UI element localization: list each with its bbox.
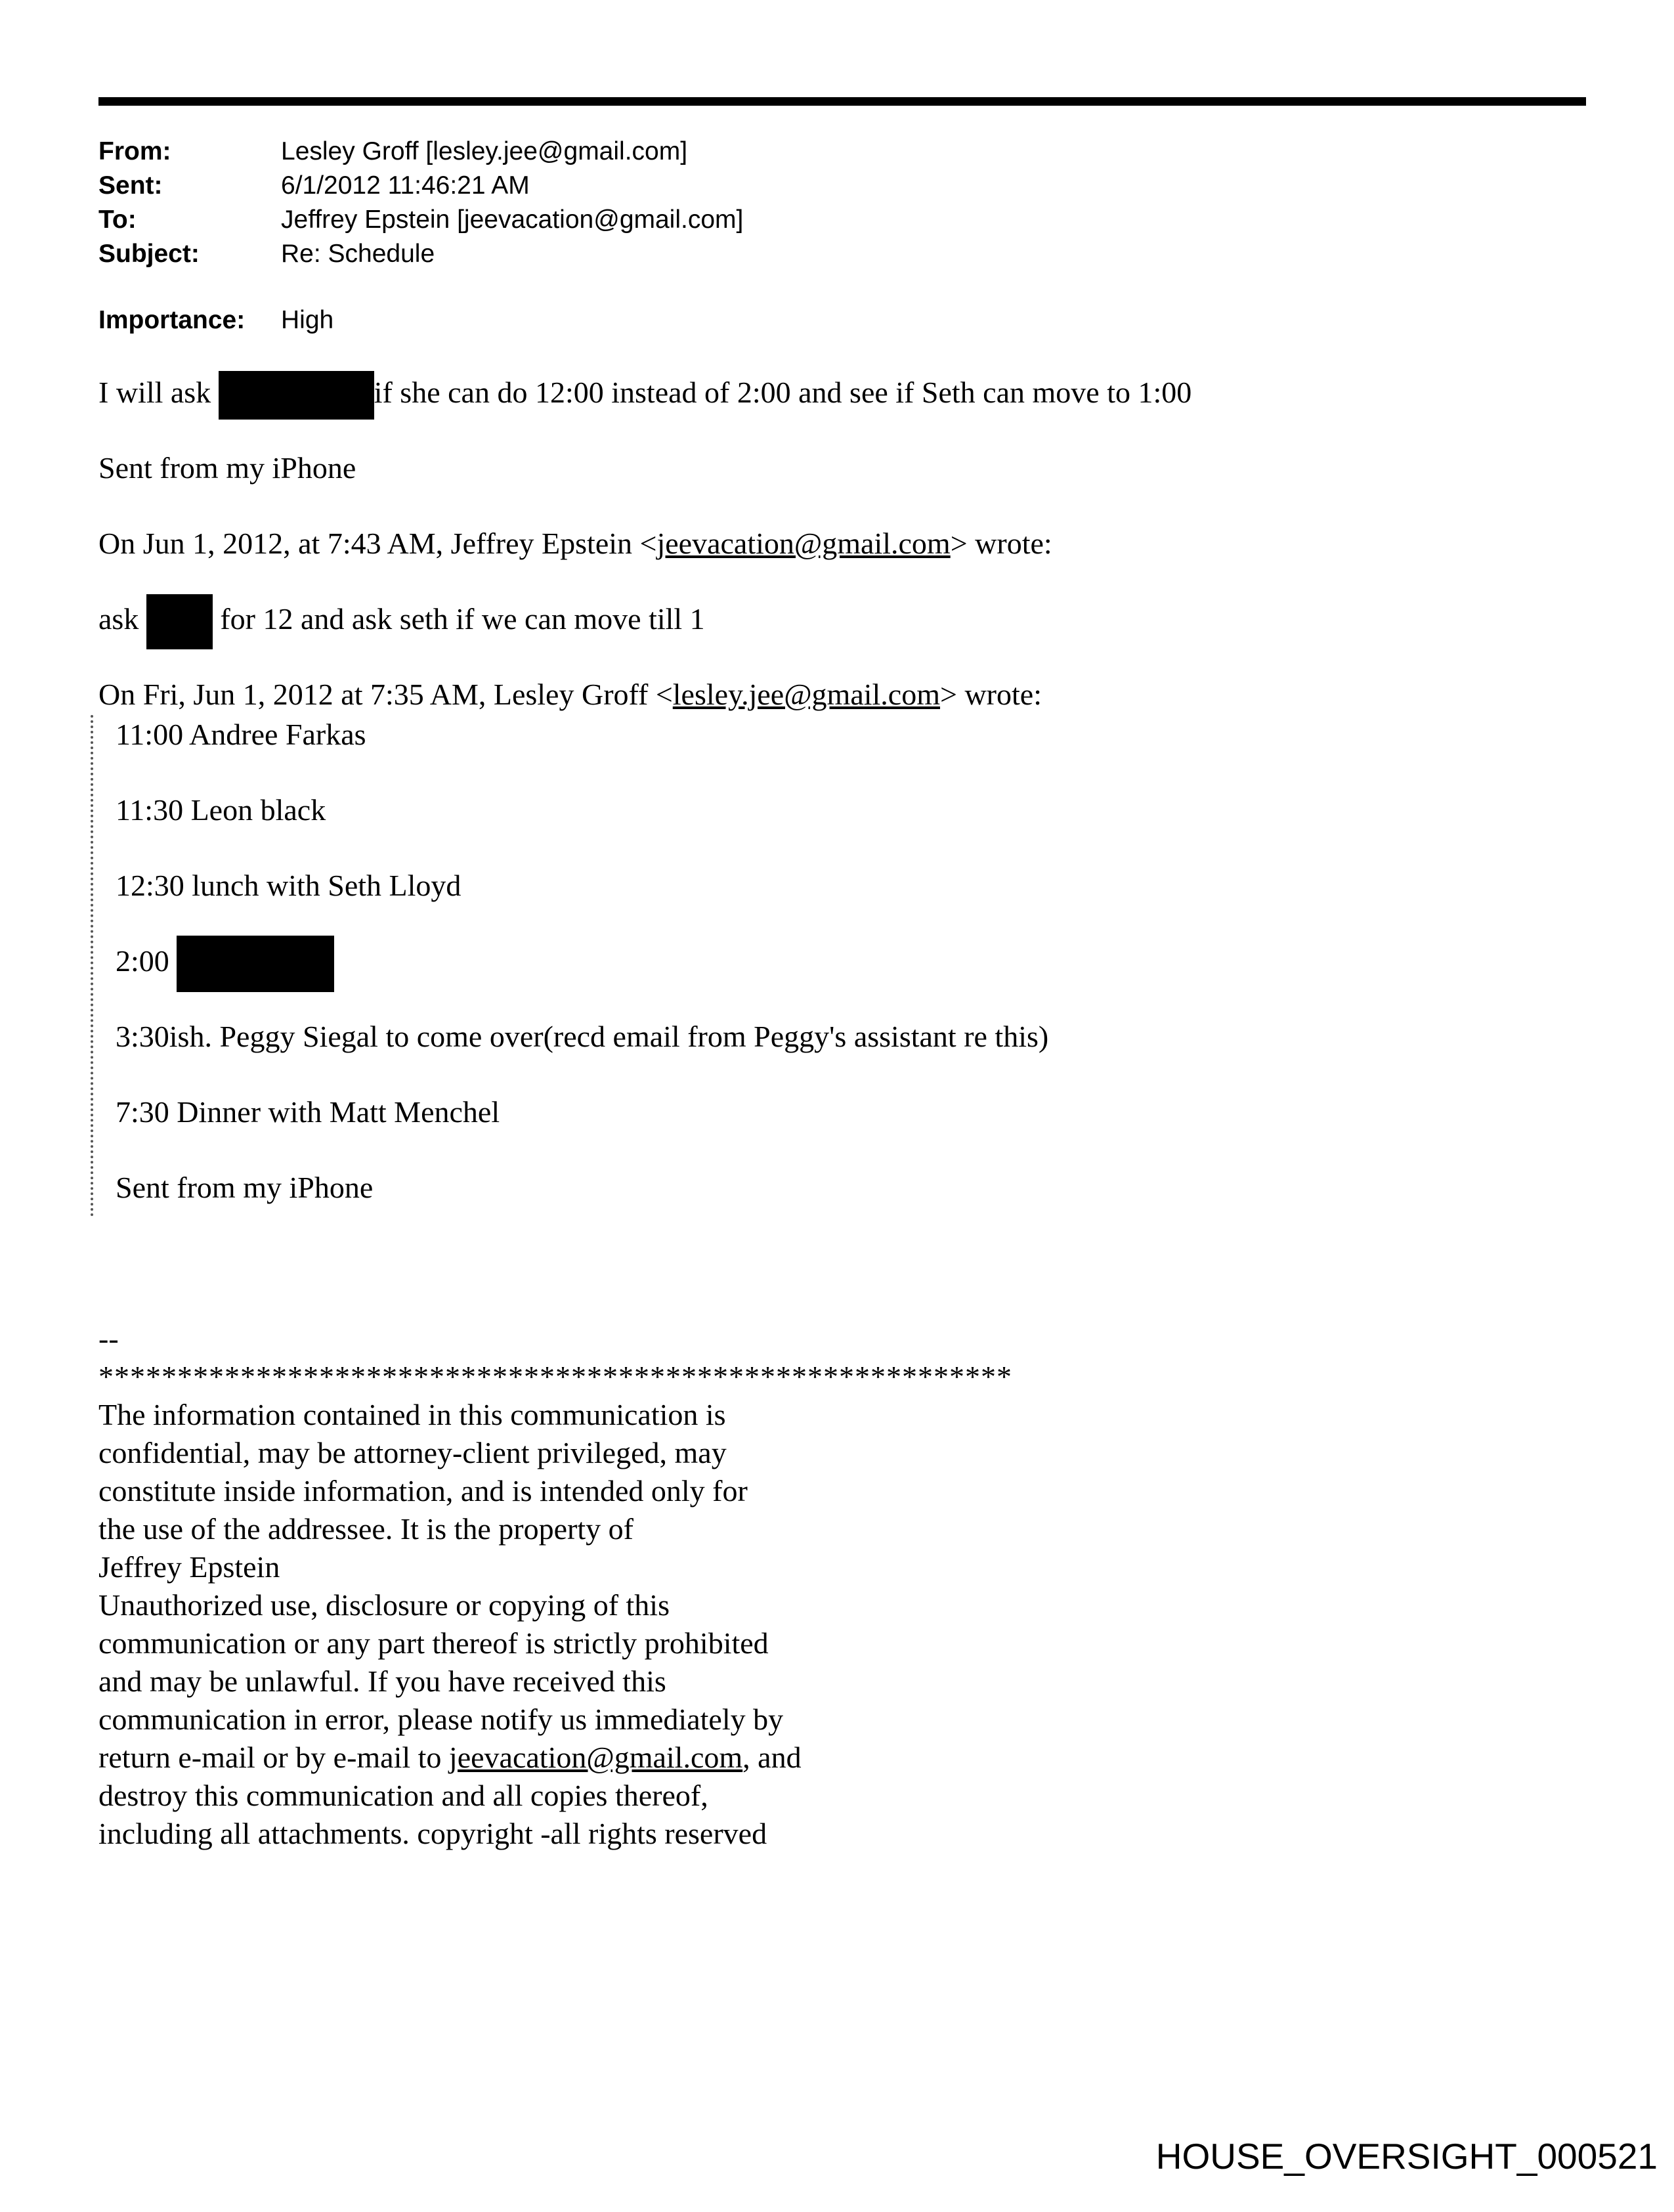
- separator-rule: [98, 97, 1586, 106]
- body-paragraphs: [98, 373, 1635, 714]
- text-run: On Jun 1, 2012, at 7:43 AM, Jeffrey Epstein <: [98, 527, 657, 560]
- header-row-importance: [98, 303, 743, 337]
- text-run: On Fri, Jun 1, 2012 at 7:35 AM, Lesley Groff <: [98, 678, 673, 711]
- quoted-block: [91, 715, 1635, 1217]
- text-run: if she can do 12:00 instead of 2:00 and see if Seth can move to 1:00: [374, 376, 1192, 409]
- footer-line: [98, 1815, 1012, 1853]
- text-run: > wrote:: [950, 527, 1052, 560]
- header-rows: [98, 135, 743, 271]
- text-run: The information contained in this communication is: [98, 1398, 726, 1431]
- email-link[interactable]: jeevacation@gmail.com: [656, 527, 951, 560]
- text-run: and may be unlawful. If you have received this: [98, 1664, 666, 1698]
- quoted-line: [116, 1093, 1635, 1132]
- footer-line: [98, 1777, 1012, 1815]
- quoted-line: [116, 1168, 1635, 1207]
- header-field-label: Importance:: [98, 306, 246, 334]
- header-field-value: Lesley Groff [lesley.jee@gmail.com]: [281, 137, 688, 165]
- text-run: confidential, may be attorney-client privileged, may: [98, 1436, 727, 1469]
- text-run: ask: [98, 602, 146, 636]
- paragraph: [98, 599, 1635, 639]
- text-run: --: [98, 1322, 119, 1355]
- header-field-label: Subject:: [98, 240, 200, 268]
- paragraph: [98, 675, 1635, 714]
- footer-line: [98, 1586, 1012, 1624]
- header-row: [98, 169, 743, 203]
- text-run: 11:00 Andree Farkas: [116, 718, 366, 751]
- quoted-line: [116, 866, 1635, 905]
- text-run: for 12 and ask seth if we can move till 1: [212, 602, 705, 636]
- quoted-line: [116, 715, 1635, 754]
- text-run: communication in error, please notify us immediately by: [98, 1702, 784, 1736]
- text-run: 7:30 Dinner with Matt Menchel: [116, 1095, 500, 1129]
- paragraph: [98, 373, 1635, 412]
- footer-line: [98, 1434, 1012, 1472]
- footer-line: [98, 1701, 1012, 1739]
- header-row: [98, 135, 743, 169]
- email-link[interactable]: jeevacation@gmail.com: [448, 1741, 743, 1774]
- paragraph: [98, 448, 1635, 488]
- text-run: communication or any part thereof is strictly prohibited: [98, 1626, 769, 1660]
- email-link[interactable]: lesley.jee@gmail.com: [672, 678, 941, 711]
- header-field-label: Sent:: [98, 171, 163, 200]
- redaction-box: [177, 936, 334, 992]
- text-run: 3:30ish. Peggy Siegal to come over(recd email from Peggy's assistant re this): [116, 1020, 1049, 1053]
- paragraph: [98, 524, 1635, 563]
- footer-line: [98, 1320, 1012, 1358]
- quoted-line: [116, 1017, 1635, 1056]
- header-field-value: High: [281, 306, 334, 334]
- text-run: return e-mail or by e-mail to: [98, 1741, 449, 1774]
- redaction-box: [219, 371, 374, 420]
- text-run: the use of the addressee. It is the property of: [98, 1512, 633, 1546]
- header-field-label: From:: [98, 137, 171, 165]
- footer-line: [98, 1662, 1012, 1701]
- signature-footer: [98, 1320, 1012, 1853]
- text-run: Sent from my iPhone: [98, 451, 356, 485]
- header-row: [98, 203, 743, 237]
- text-run: Unauthorized use, disclosure or copying of this: [98, 1588, 670, 1622]
- header-field-value: 6/1/2012 11:46:21 AM: [281, 171, 530, 200]
- header-field-value: Jeffrey Epstein [jeevacation@gmail.com]: [281, 206, 744, 234]
- email-header: [98, 135, 743, 337]
- header-field-value: Re: Schedule: [281, 240, 435, 268]
- header-row: [98, 237, 743, 271]
- footer-line: [98, 1739, 1012, 1777]
- email-body: [98, 373, 1635, 1217]
- text-run: > wrote:: [940, 678, 1042, 711]
- text-run: 11:30 Leon black: [116, 793, 326, 827]
- redaction-box: [146, 594, 213, 649]
- quoted-line: [116, 942, 1635, 981]
- text-run: 12:30 lunch with Seth Lloyd: [116, 869, 461, 902]
- bates-stamp: HOUSE_OVERSIGHT_000521: [1155, 2136, 1658, 2177]
- text-run: including all attachments. copyright -all rights reserved: [98, 1817, 767, 1850]
- footer-line: [98, 1510, 1012, 1548]
- text-run: , and: [742, 1741, 802, 1774]
- text-run: **********************************************************: [98, 1360, 1012, 1393]
- text-run: Jeffrey Epstein: [98, 1550, 280, 1584]
- footer-line: [98, 1624, 1012, 1662]
- footer-line: [98, 1472, 1012, 1510]
- text-run: Sent from my iPhone: [116, 1171, 374, 1204]
- footer-line: [98, 1548, 1012, 1586]
- text-run: 2:00: [116, 944, 177, 978]
- text-run: destroy this communication and all copies thereof,: [98, 1779, 708, 1812]
- text-run: I will ask: [98, 376, 219, 409]
- footer-line: [98, 1396, 1012, 1434]
- footer-line: [98, 1358, 1012, 1396]
- header-field-label: To:: [98, 206, 137, 234]
- quoted-line: [116, 791, 1635, 830]
- text-run: constitute inside information, and is intended only for: [98, 1474, 748, 1507]
